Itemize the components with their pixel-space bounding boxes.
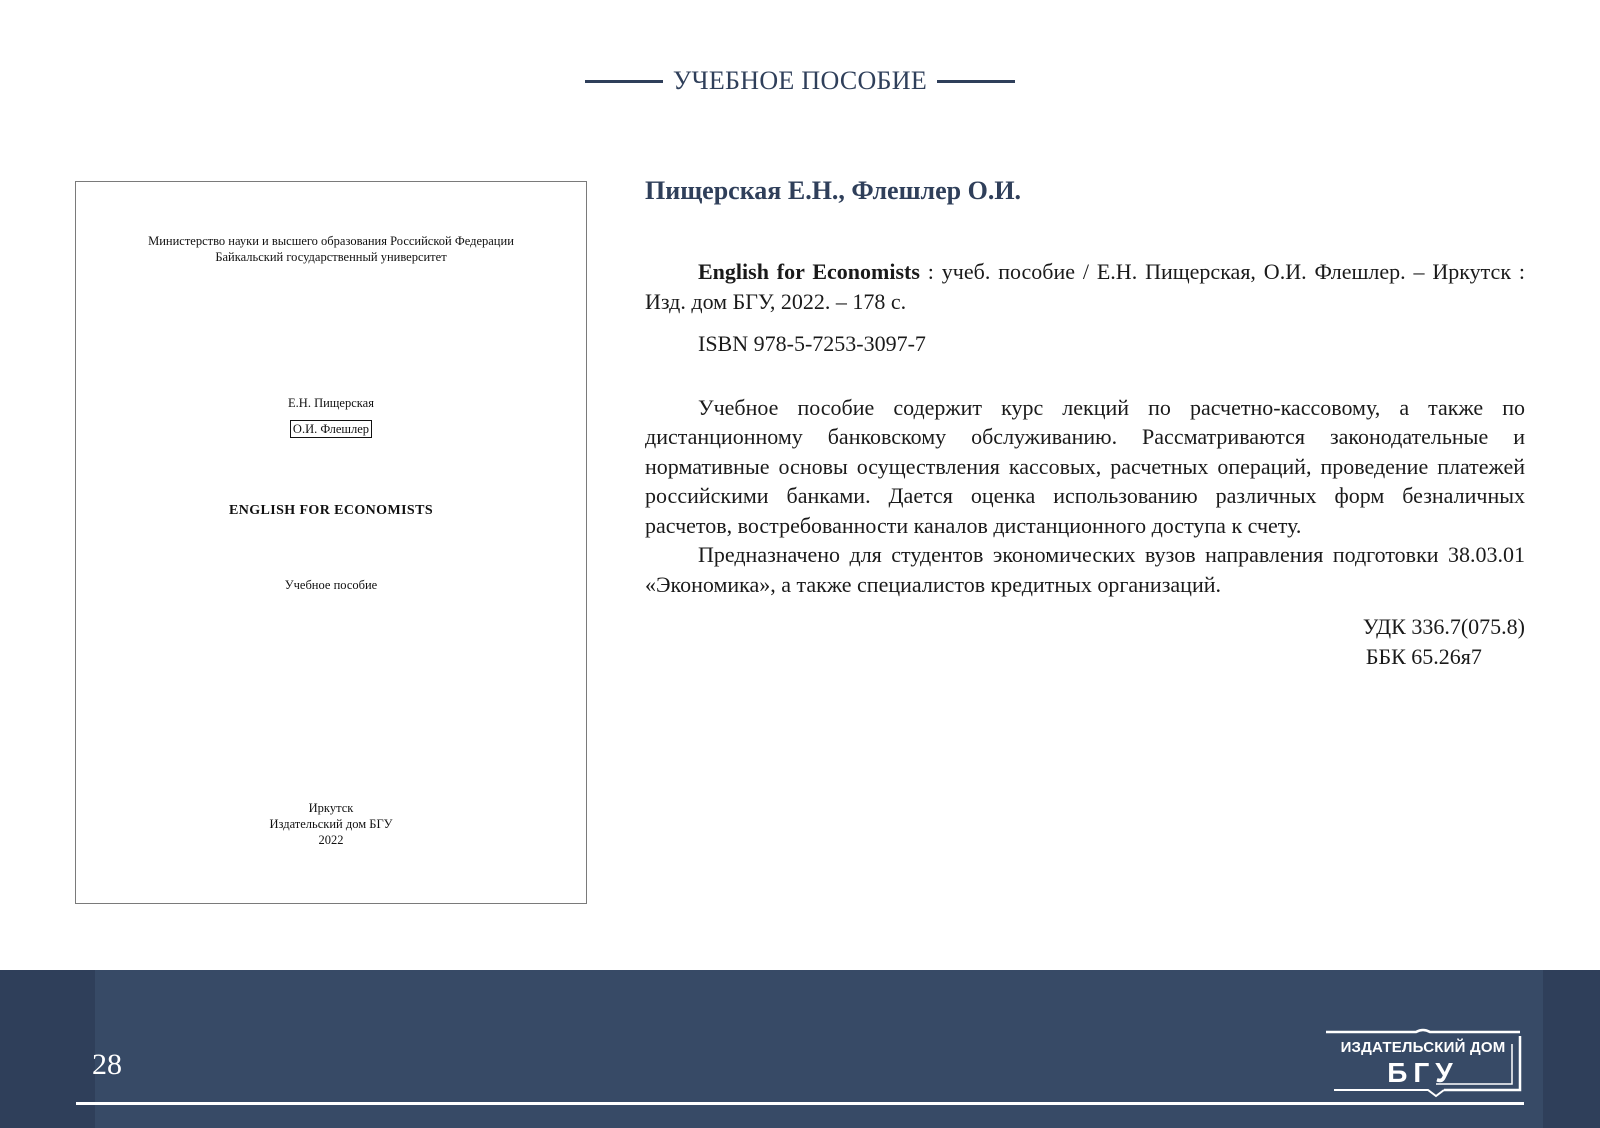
bib-details: : учеб. пособие / Е.Н. Пищерская, О.И. Флешлер. – Иркутск : Изд. дом БГУ, 2022. – 178 с. — [645, 259, 1525, 314]
cover-type: Учебное пособие — [284, 578, 378, 592]
cover-publisher: Издательский дом БГУ — [269, 817, 393, 831]
abstract-paragraph-2: Предназначено для студентов экономических вузов направления подготовки 38.03.01 «Экономика», а также специалистов кредитных организаций. — [645, 542, 1525, 597]
cover-ministry-line2: Байкальский государственный университет — [215, 250, 447, 264]
bib-title: English for Economists — [698, 259, 920, 284]
book-cover-image — [75, 181, 587, 904]
section-title: УЧЕБНОЕ ПОСОБИЕ — [672, 66, 928, 95]
footer-divider — [76, 1102, 1524, 1105]
cover-author1: Е.Н. Пищерская — [288, 396, 374, 410]
cover-imprint — [76, 800, 586, 848]
book-info — [645, 176, 1525, 671]
cover-year: 2022 — [318, 833, 344, 847]
logo-line1: ИЗДАТЕЛЬСКИЙ ДОМ — [1340, 1039, 1506, 1056]
page-number: 28 — [92, 1048, 122, 1081]
cover-author2: О.И. Флешлер — [290, 420, 372, 438]
udk-code: УДК 336.7(075.8) — [1362, 614, 1525, 639]
cover-title: ENGLISH FOR ECONOMISTS — [228, 503, 434, 518]
abstract-paragraph-1: Учебное пособие содержит курс лекций по расчетно-кассовому, а также по дистанционному банковскому обслуживанию. Рассматриваются законодательные и нормативные основы осуществления кассовых, расчетных операций, проведение платежей российскими банками. Дается оценка использованию различных форм безналичных расчетов, востребованности каналов дистанционного доступа к счету. — [645, 394, 1525, 538]
header-rule-left — [585, 80, 663, 83]
cover-authors — [76, 395, 586, 438]
header-rule-right — [937, 80, 1015, 83]
bibliographic-record — [645, 257, 1525, 316]
authors-heading: Пищерская Е.Н., Флешлер О.И. — [645, 176, 1022, 205]
publisher-logo — [1324, 1026, 1522, 1102]
cover-ministry — [76, 233, 586, 265]
cover-ministry-line1: Министерство науки и высшего образования Российской Федерации — [148, 234, 514, 248]
cover-city: Иркутск — [308, 801, 354, 815]
bbk-code: ББК 65.26я7 — [1365, 643, 1482, 669]
section-header — [0, 66, 1600, 96]
isbn: ISBN 978-5-7253-3097-7 — [698, 331, 926, 356]
logo-line2: БГУ — [1387, 1057, 1459, 1088]
classification — [645, 612, 1525, 671]
